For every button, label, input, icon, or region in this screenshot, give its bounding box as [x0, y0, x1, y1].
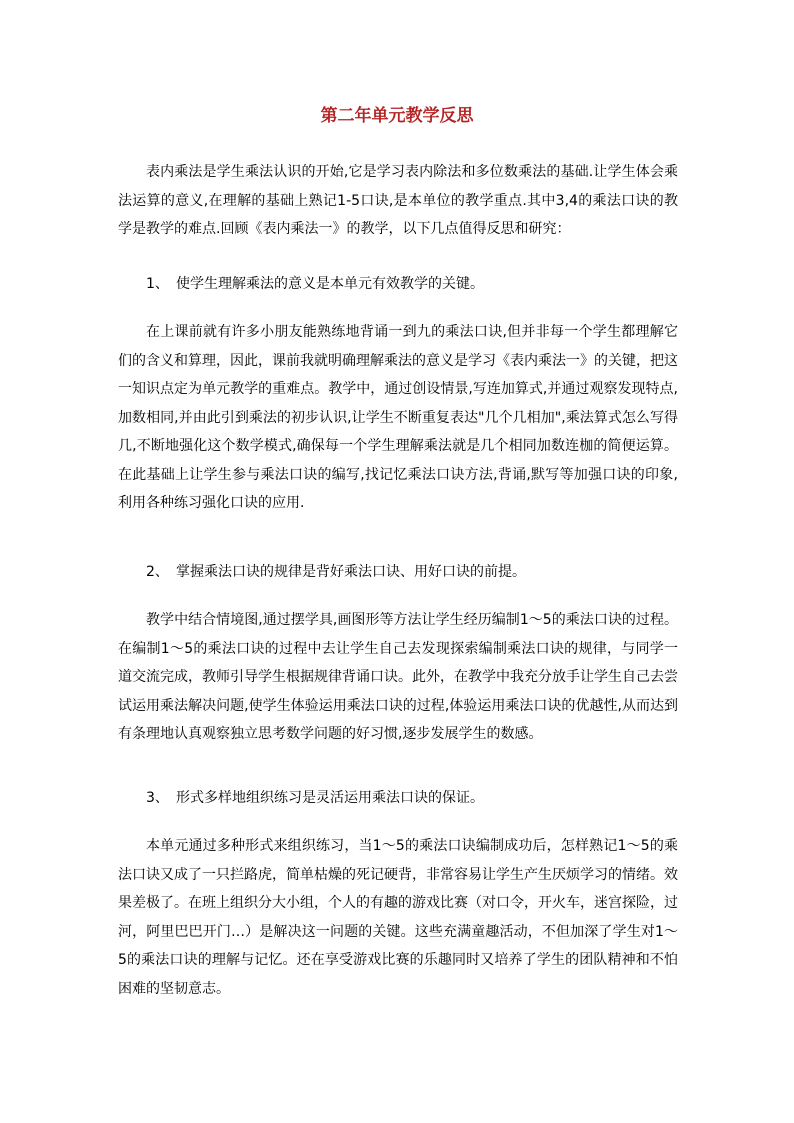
section-body-1: 在上课前就有许多小朋友能熟练地背诵一到九的乘法口诀,但并非每一个学生都理解它们的含义和算理，因此，课前我就明确理解乘法的意义是学习《表内乘法一》的关键，把这一知识点定为单元教学的重难点。教学中，通过创设情景,写连加算式,并通过观察发现特点,加数相同,并由此引到乘法的初步认识,让学生不断重复表达"几个几相加",乘法算式怎么写得几,不断地强化这个数学模式,确保每一个学生理解乘法就是几个相同加数连枷的简便运算。在此基础上让学生参与乘法口诀的编写,找记忆乘法口诀方法,背诵,默写等加强口诀的印象,利用各种练习强化口诀的应用. [118, 324, 678, 511]
section-body-2: 教学中结合情境图,通过摆学具,画图形等方法让学生经历编制1～5的乘法口诀的过程。在编制1～5的乘法口诀的过程中去让学生自己去发现探索编制乘法口诀的规律，与同学一道交流完成，教师引导学生根据规律背诵口诀。此外，在教学中我充分放手让学生自己去尝试运用乘法解决问题,使学生体验运用乘法口诀的过程,体验运用乘法口诀的优越性,从而达到有条理地认真观察独立思考数学问题的好习惯,逐步发展学生的数感。 [118, 612, 678, 742]
section-heading-text: 使学生理解乘法的意义是本单元有效教学的关键。 [176, 276, 484, 292]
section-heading-text: 形式多样地组织练习是灵活运用乘法口诀的保证。 [176, 790, 484, 806]
section-heading-text: 掌握乘法口诀的规律是背好乘法口诀、用好口诀的前提。 [176, 564, 526, 580]
section-heading-3 [146, 786, 686, 810]
page-title: 第二年单元教学反思 [320, 106, 474, 126]
intro-paragraph: 表内乘法是学生乘法认识的开始,它是学习表内除法和多位数乘法的基础.让学生体会乘法运算的意义,在理解的基础上熟记1-5口诀,是本单位的教学重点.其中3,4的乘法口诀的教学是教学的难点.回顾《表内乘法一》的教学，以下几点值得反思和研究： [118, 164, 678, 237]
section-heading-2 [146, 560, 686, 584]
section-heading-1 [146, 272, 686, 296]
section-number: 3、 [146, 790, 169, 806]
section-number: 2、 [146, 564, 169, 580]
section-body-3: 本单元通过多种形式来组织练习，当1～5的乘法口诀编制成功后，怎样熟记1～5的乘法口诀又成了一只拦路虎，简单枯燥的死记硬背，非常容易让学生产生厌烦学习的情绪。效果差极了。在班上组织分大小组，个人的有趣的游戏比赛（对口令，开火车，迷宫探险，过河，阿里巴巴开门…）是解决这一问题的关键。这些充满童趣活动，不但加深了学生对1～5的乘法口诀的理解与记忆。还在享受游戏比赛的乐趣同时又培养了学生的团队精神和不怕困难的坚韧意志。 [118, 838, 678, 997]
section-number: 1、 [146, 276, 169, 292]
